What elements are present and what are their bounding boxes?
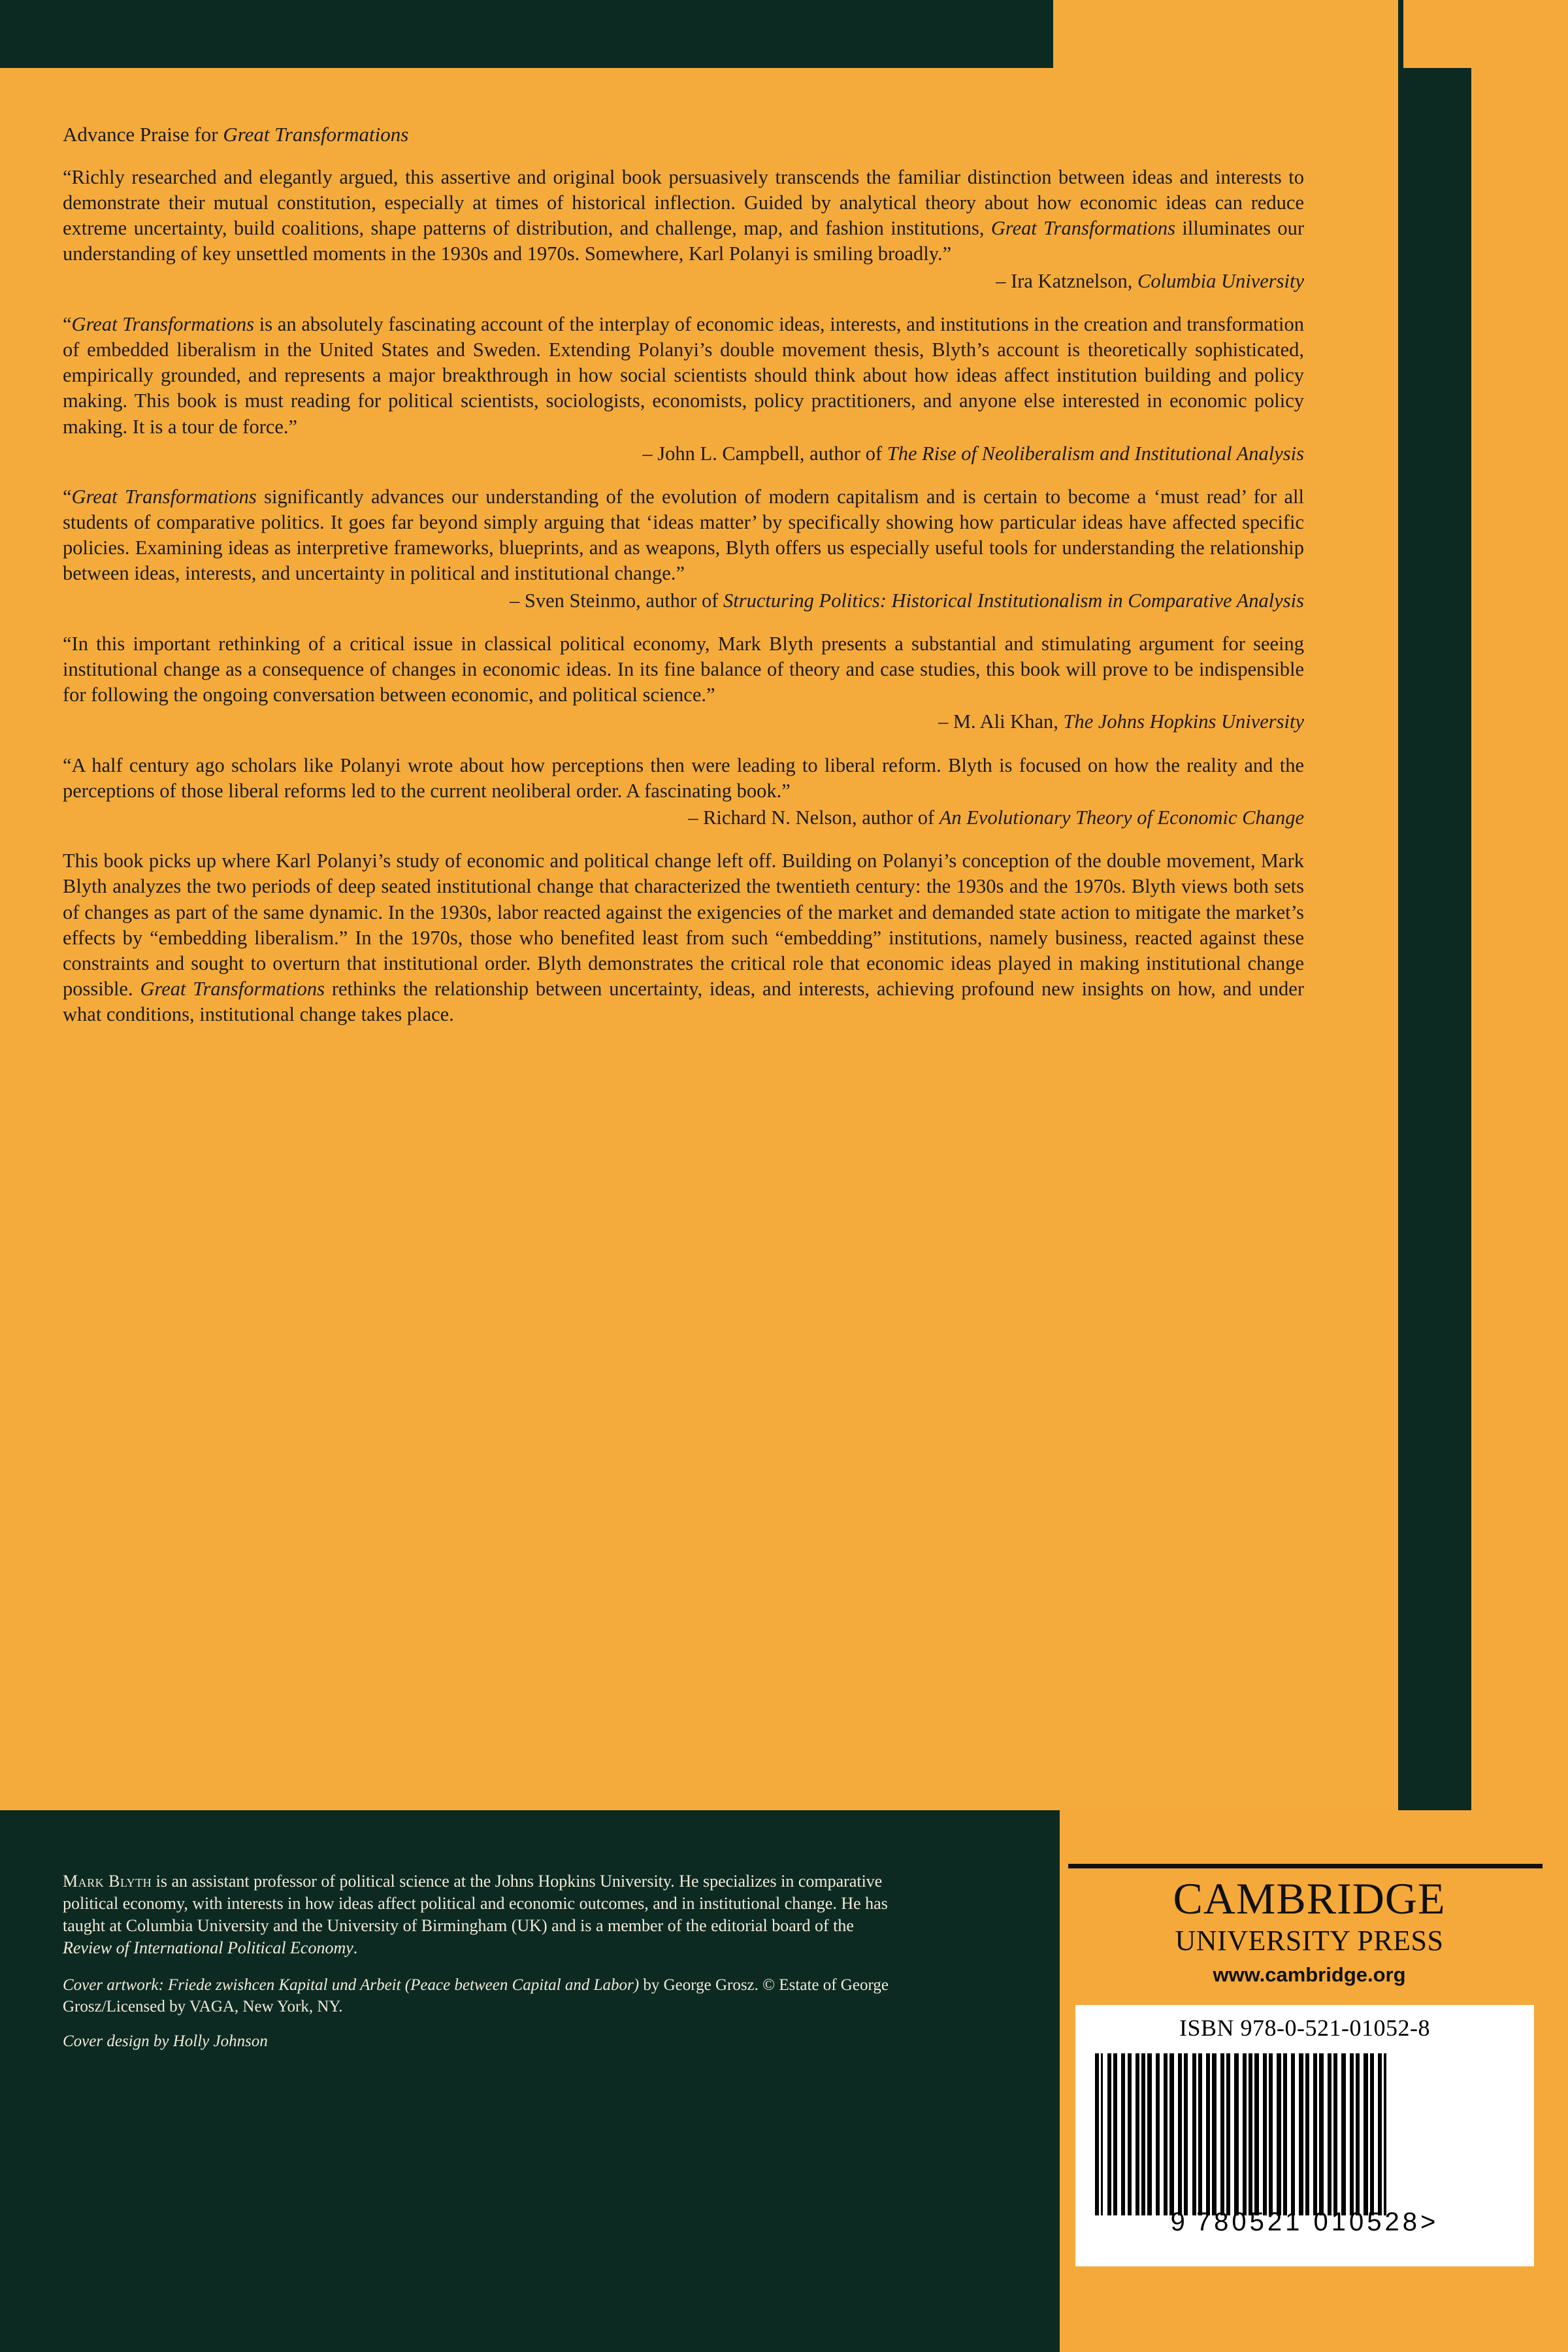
book-description: [63, 848, 1304, 1027]
artwork-title: Cover artwork: Friede zwishcen Kapital und Arbeit (Peace between Capital and Labor): [63, 1976, 640, 1995]
barcode-trailer: >: [1420, 2208, 1439, 2236]
quote-text-after: is an absolutely fascinating account of the interplay of economic ideas, interests, and institutions in the creation and transformation of embedded liberalism in the United States and Sweden. Extending Polanyi’s double movement thesis, Blyth’s account is theoretically sophisticated, empirically grounded, and represents a major breakthrough in how social scientists should think about how ideas affect institution building and policy making. This book is must reading for political scientists, sociologists, economists, policy practitioners, and anyone else interested in economic policy making. It is a tour de force.”: [63, 312, 1304, 438]
barcode-digits: [1075, 2208, 1534, 2237]
quote-text: “: [63, 485, 72, 508]
attrib-name: – Ira Katznelson,: [996, 269, 1137, 292]
quote-attribution: [63, 709, 1304, 735]
praise-quote: [63, 165, 1304, 294]
attrib-name: – Richard N. Nelson, author of: [688, 806, 939, 829]
author-bio-paragraph: [63, 1870, 892, 1959]
back-cover-text: [63, 122, 1304, 1027]
quote-text: “A half century ago scholars like Polanyi wrote about how perceptions then were leading to liberal reform. Blyth is focused on how the reality and the perceptions of those liberal reforms led to the current neoliberal order. A fascinating book.”: [63, 754, 1304, 802]
author-bio-text-end: .: [353, 1938, 358, 1958]
quote-text: “: [63, 312, 72, 335]
praise-quote: [63, 631, 1304, 735]
quote-attribution: [63, 805, 1304, 831]
attrib-name: – M. Ali Khan,: [938, 710, 1064, 733]
attrib-name: – Sven Steinmo, author of: [509, 589, 723, 612]
description-title: Great Transformations: [140, 978, 325, 1001]
praise-heading-title: Great Transformations: [223, 123, 409, 146]
author-bio-text: is an assistant professor of political science at the Johns Hopkins University. He specializes in comparative political economy, with interests in how ideas affect political and economic outcomes, and in institutional change. He has taught at Columbia University and the University of Birmingham (UK) and is a member of the editorial board of the: [63, 1872, 888, 1936]
publisher-url[interactable]: www.cambridge.org: [1213, 1963, 1406, 1986]
quote-title: Great Transformations: [71, 485, 257, 508]
isbn-label: ISBN 978-0-521-01052-8: [1179, 2015, 1430, 2041]
attrib-affiliation: Structuring Politics: Historical Institutionalism in Comparative Analysis: [723, 589, 1304, 612]
quote-text-after: significantly advances our understanding of the evolution of modern capitalism and is certain to become a ‘must read’ for all students of comparative politics. It goes far beyond simply arguing that ‘ideas matter’ by specifically showing how particular ideas have affected specific policies. Examining ideas as interpretive frameworks, blueprints, and as weapons, Blyth offers us especially useful tools for understanding the relationship between ideas, interests, and uncertainty in political and institutional change.”: [63, 485, 1304, 585]
artwork-rights: by George Grosz. © Estate of George Grosz/Licensed by VAGA, New York, NY.: [63, 1976, 889, 2015]
barcode-main-digits: 780521 010528: [1196, 2208, 1420, 2236]
praise-quote: [63, 484, 1304, 614]
cover-artwork-credit: [63, 1975, 892, 2018]
attrib-name: – John L. Campbell, author of: [642, 442, 887, 465]
quote-attribution: [63, 269, 1304, 294]
blurb-panel-right-border: [1398, 68, 1471, 1810]
quote-attribution: [63, 588, 1304, 614]
attrib-affiliation: The Rise of Neoliberalism and Institutional Analysis: [887, 442, 1304, 465]
cover-design-credit: Cover design by Holly Johnson: [63, 2032, 268, 2050]
barcode-bars: [1095, 2053, 1513, 2215]
author-name: Mark Blyth: [63, 1872, 152, 1891]
quote-text: “In this important rethinking of a critical issue in classical political economy, Mark Blyth presents a substantial and stimulating argument for seeing institutional change as a consequence of changes in economic ideas. In its fine balance of theory and case studies, this book will prove to be indispensible for following the ongoing conversation between economic, and political science.”: [63, 632, 1304, 706]
attrib-affiliation: The Johns Hopkins University: [1063, 710, 1304, 733]
publisher-subtitle: UNIVERSITY PRESS: [1175, 1925, 1444, 1957]
quote-text: “Richly researched and elegantly argued, this assertive and original book persuasively transcends the familiar distinction between ideas and interests to demonstrate their mutual constitution, especially at times of historical inflection. Guided by analytical theory about how economic ideas can reduce extreme uncertainty, build coalitions, shape patterns of distribution, and challenge, map, and fashion institutions,: [63, 165, 1304, 240]
attrib-affiliation: An Evolutionary Theory of Economic Change: [939, 806, 1304, 829]
attrib-affiliation: Columbia University: [1137, 269, 1304, 292]
praise-heading-plain: Advance Praise for: [63, 123, 223, 146]
quote-attribution: [63, 441, 1304, 467]
description-part-1: This book picks up where Karl Polanyi’s study of economic and political change left off. Building on Polanyi’s conception of the double movement, Mark Blyth analyzes the two periods of deep seated institutional change that characterized the twentieth century: the 1930s and the 1970s. Blyth views both sets of changes as part of the same dynamic. In the 1930s, labor reacted against the exigencies of the market and demanded state action to mitigate the market’s effects by “embedding liberalism.” In the 1970s, those who benefited least from such “embedding” institutions, namely business, reacted against these constraints and sought to overturn that institutional order. Blyth demonstrates the critical role that economic ideas played in making institutional change possible.: [63, 850, 1304, 1001]
publisher-name: CAMBRIDGE: [1173, 1874, 1446, 1923]
quote-title: Great Transformations: [990, 217, 1176, 240]
barcode-lead-digit: 9: [1170, 2208, 1188, 2236]
praise-quote: [63, 312, 1304, 467]
cover-top-band: [0, 0, 1053, 68]
journal-title: Review of International Political Economy: [63, 1938, 353, 1958]
description-part-2: rethinks the relationship between uncertainty, ideas, and interests, achieving profound new insights on how, and under what conditions, institutional change takes place.: [63, 978, 1305, 1026]
praise-heading: [63, 122, 1304, 148]
author-bio: [63, 1870, 892, 2068]
publisher-rule: [1068, 1864, 1543, 1868]
praise-quote: [63, 753, 1304, 831]
quote-title: Great Transformations: [71, 312, 255, 335]
quote-text-after: illuminates our understanding of key unsettled moments in the 1930s and 1970s. Somewhere, Karl Polanyi is smiling broadly.”: [63, 217, 1305, 265]
